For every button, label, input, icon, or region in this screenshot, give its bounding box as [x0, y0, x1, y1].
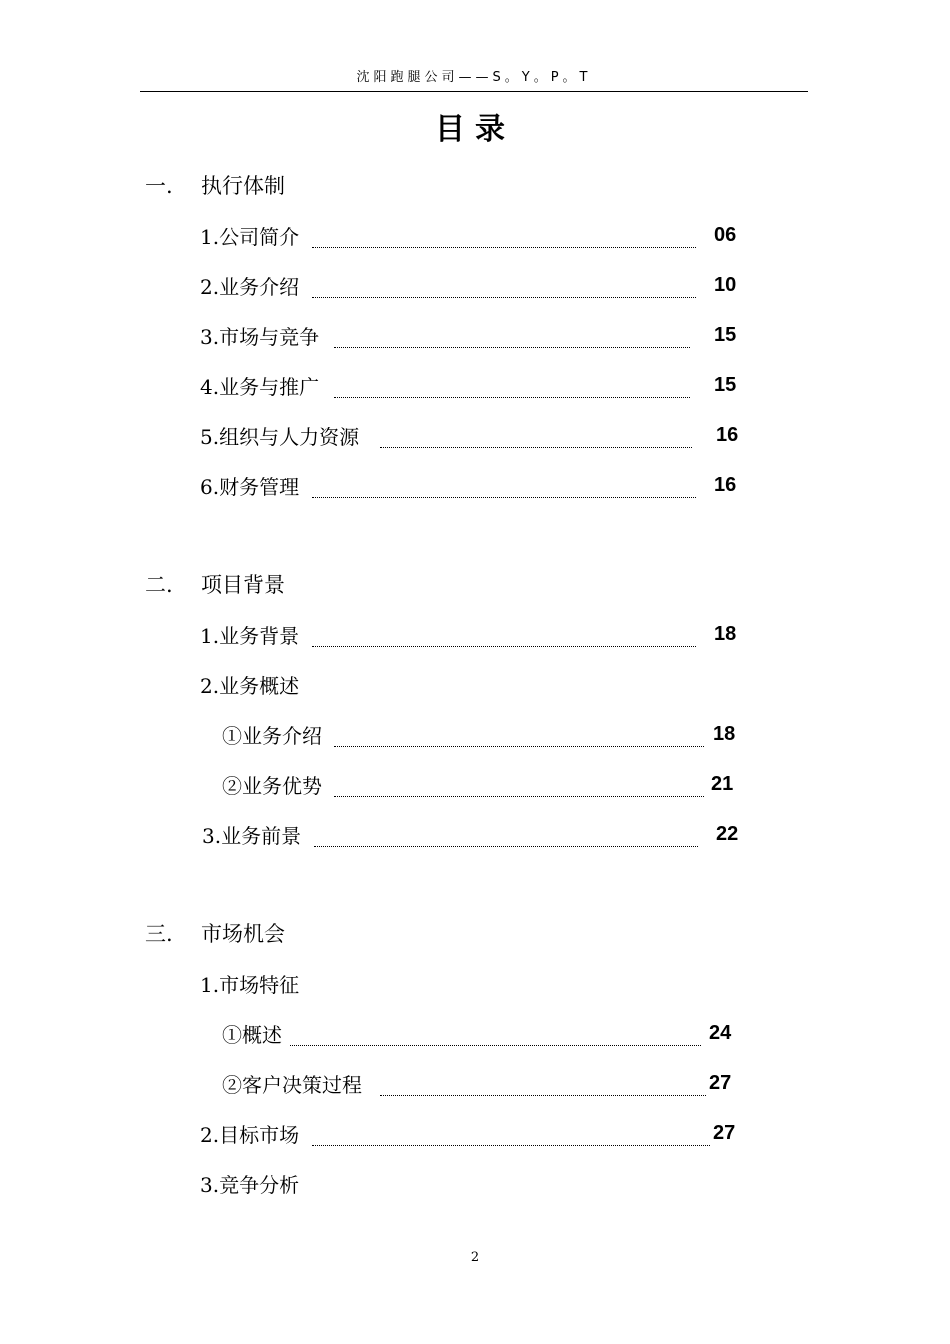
toc-entry-label: 3.业务前景 — [202, 824, 302, 848]
toc-entry-label: 2.目标市场 — [200, 1123, 300, 1147]
toc-entry-label: 4.业务与推广 — [200, 375, 320, 399]
toc-entry-label: 3.竞争分析 — [200, 1173, 300, 1197]
section-heading — [145, 918, 285, 948]
dot-leader — [312, 497, 696, 498]
dot-leader — [334, 796, 704, 797]
section-number: 二. — [145, 573, 173, 597]
toc-entry-page: 15 — [714, 324, 737, 346]
toc-entry-label: ①业务介绍 — [222, 724, 322, 748]
toc-entry-label: ②业务优势 — [222, 774, 322, 798]
header-rule — [140, 91, 808, 92]
section-number: 一. — [145, 174, 173, 198]
dot-leader — [312, 247, 696, 248]
toc-entry-page: 18 — [713, 723, 736, 745]
toc-entry-page: 10 — [714, 274, 737, 296]
toc-entry-page: 22 — [716, 823, 739, 845]
dot-leader — [334, 397, 690, 398]
section-heading — [145, 569, 285, 599]
toc-entry-page: 15 — [714, 374, 737, 396]
toc-entry-label: 2.业务概述 — [200, 674, 300, 698]
toc-entry-page: 16 — [714, 474, 737, 496]
section-title: 市场机会 — [201, 922, 285, 946]
dot-leader — [380, 1095, 706, 1096]
dot-leader — [312, 1145, 710, 1146]
toc-entry-page: 21 — [711, 773, 734, 795]
toc-entry-page: 06 — [714, 224, 737, 246]
toc-entry-page: 27 — [713, 1122, 736, 1144]
toc-entry-label: 1.市场特征 — [200, 973, 300, 997]
dot-leader — [380, 447, 692, 448]
toc-entry-page: 24 — [709, 1022, 732, 1044]
page-number: 2 — [470, 1250, 480, 1265]
toc-entry-page: 18 — [714, 623, 737, 645]
dot-leader — [312, 297, 696, 298]
dot-leader — [314, 846, 698, 847]
toc-entry-label: 6.财务管理 — [200, 475, 300, 499]
section-heading — [145, 170, 285, 200]
dot-leader — [290, 1045, 701, 1046]
toc-entry-label: 1.公司简介 — [200, 225, 300, 249]
toc-entry-label: 1.业务背景 — [200, 624, 300, 648]
dot-leader — [312, 646, 696, 647]
toc-entry-label: 5.组织与人力资源 — [200, 425, 360, 449]
running-header: 沈阳跑腿公司——S。Y。P。T — [356, 70, 592, 85]
section-title: 项目背景 — [201, 573, 285, 597]
toc-entry-label: ①概述 — [222, 1023, 282, 1047]
dot-leader — [334, 746, 704, 747]
toc-entry-label: 2.业务介绍 — [200, 275, 300, 299]
section-number: 三. — [145, 922, 173, 946]
section-title: 执行体制 — [201, 174, 285, 198]
toc-entry-label: 3.市场与竞争 — [200, 325, 320, 349]
toc-title: 目录 — [435, 112, 515, 147]
dot-leader — [334, 347, 690, 348]
toc-entry-page: 16 — [716, 424, 739, 446]
toc-entry-page: 27 — [709, 1072, 732, 1094]
toc-entry-label: ②客户决策过程 — [222, 1073, 362, 1097]
